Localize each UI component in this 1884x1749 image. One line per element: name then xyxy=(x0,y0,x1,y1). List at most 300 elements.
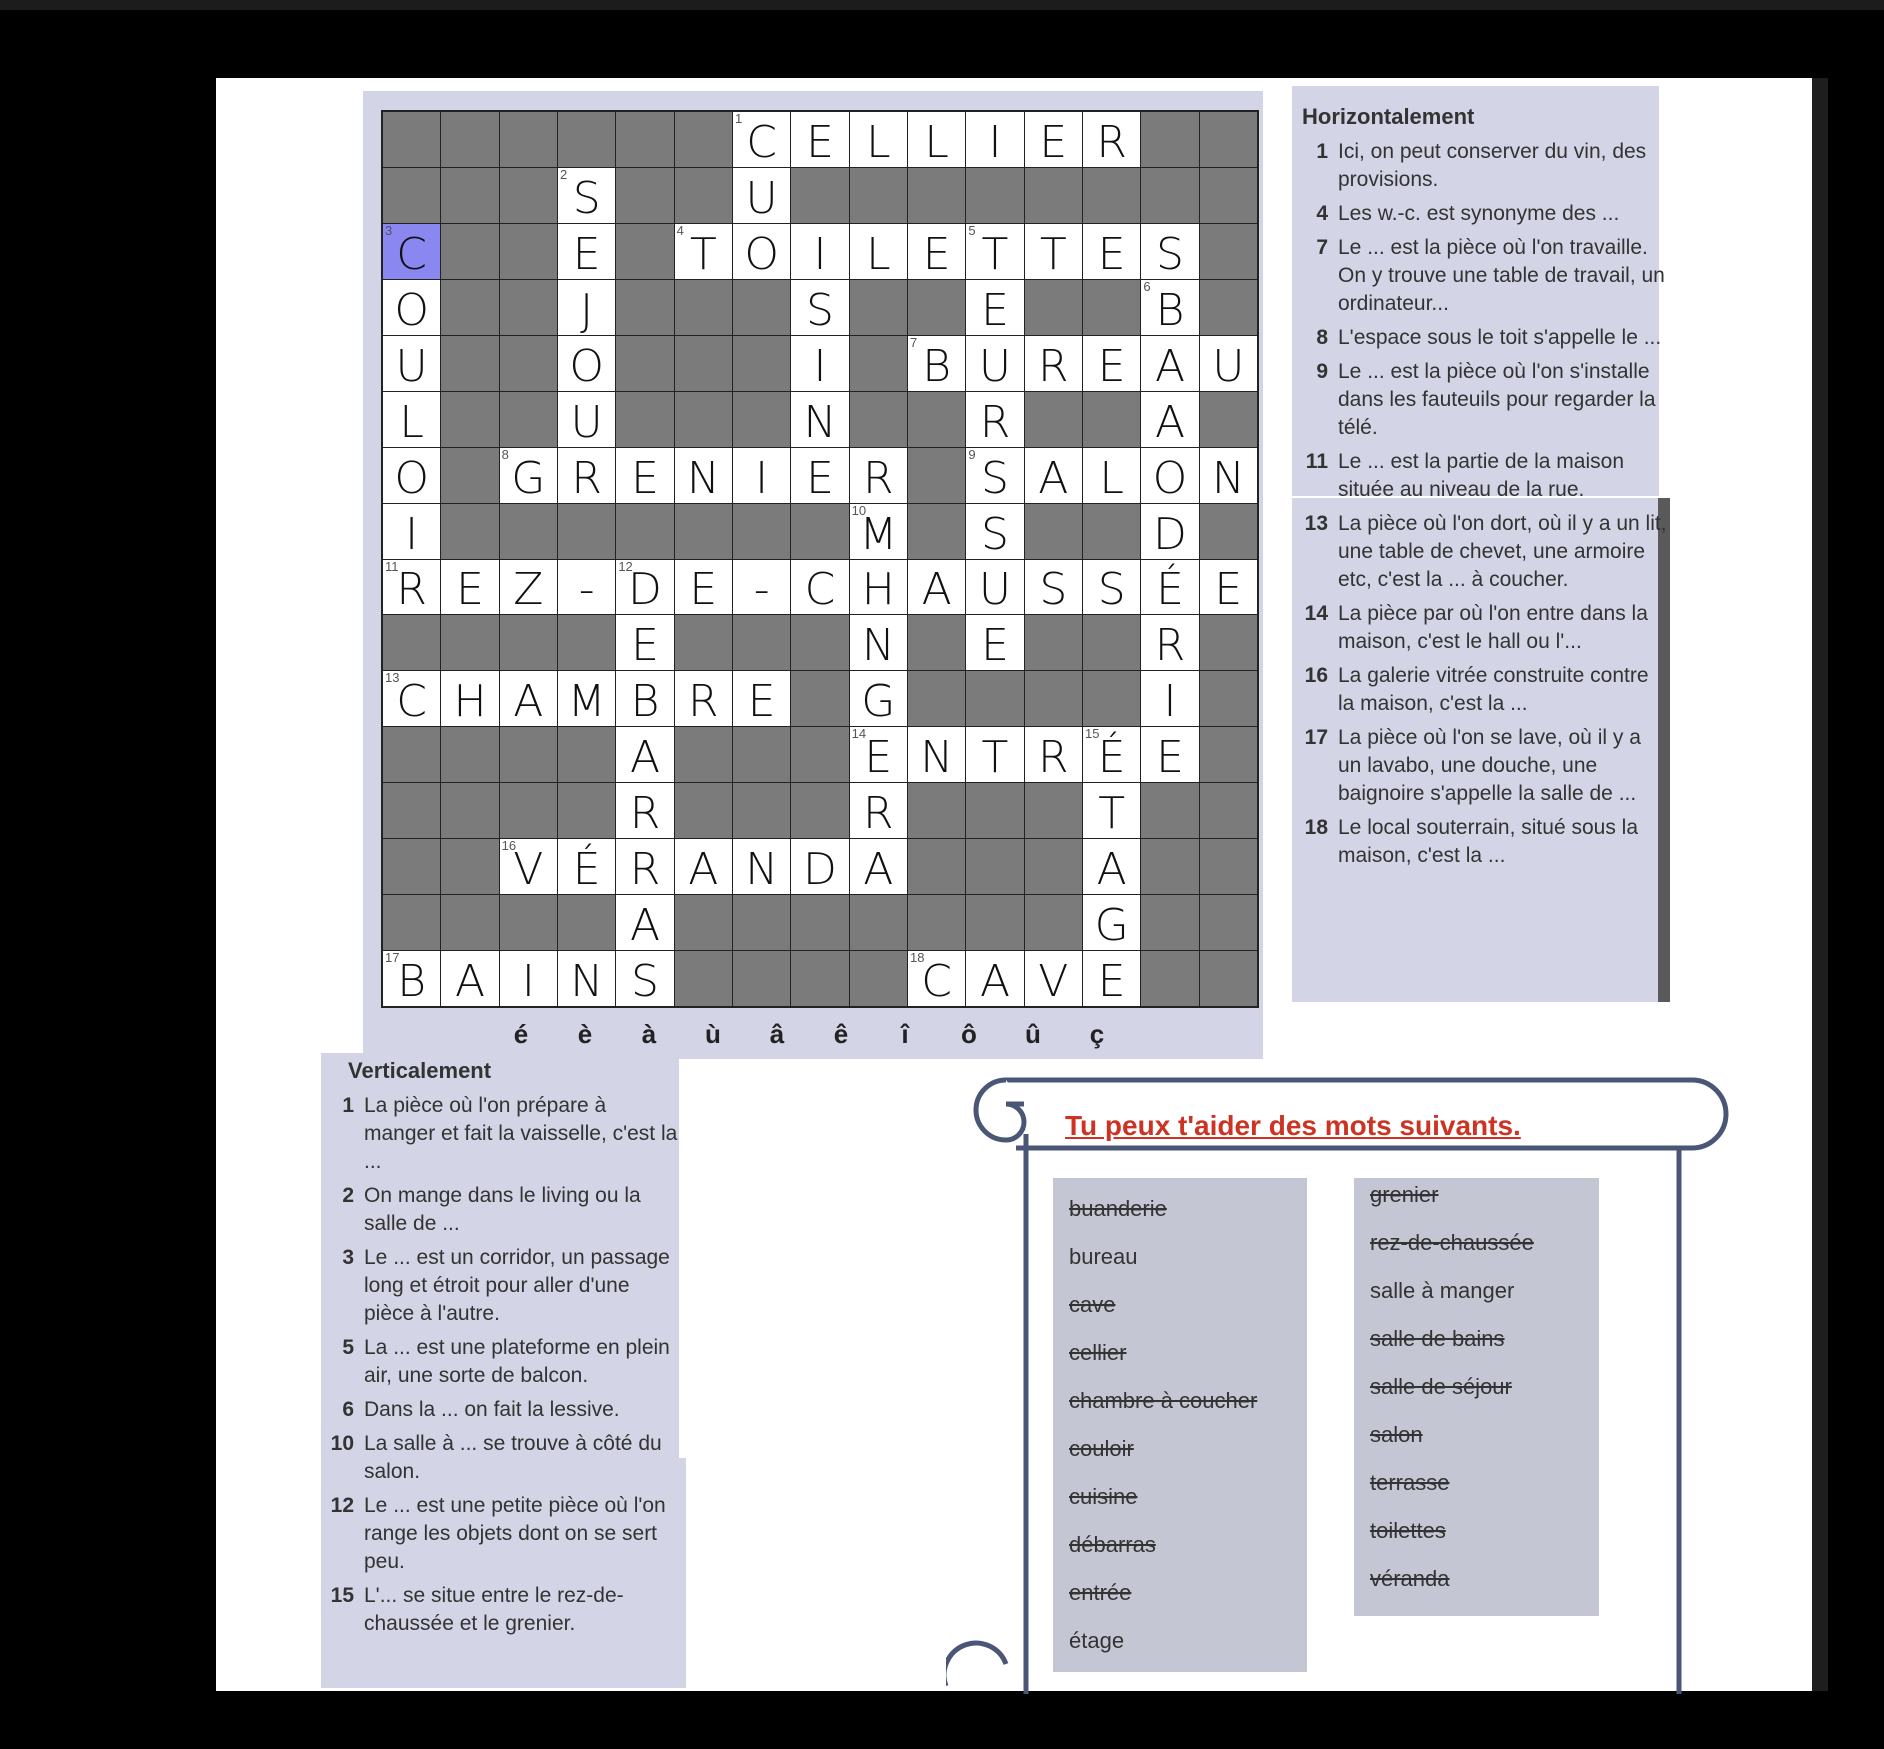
grid-cell[interactable] xyxy=(850,783,907,838)
grid-cell[interactable] xyxy=(850,560,907,615)
grid-cell xyxy=(441,727,498,782)
grid-cell[interactable] xyxy=(675,560,732,615)
grid-cell[interactable] xyxy=(383,951,440,1006)
grid-cell[interactable] xyxy=(616,951,673,1006)
cell-letter: L xyxy=(866,228,891,280)
grid-cell[interactable] xyxy=(616,783,673,838)
grid-cell[interactable] xyxy=(908,336,965,391)
clue-item-text: L'espace sous le toit s'appelle le ... xyxy=(1338,326,1662,349)
grid-cell[interactable] xyxy=(1083,336,1140,391)
cell-letter: E xyxy=(572,228,601,280)
grid-cell xyxy=(733,783,790,838)
helper-word: salle de bains xyxy=(1370,1326,1505,1351)
cell-letter: E xyxy=(456,564,484,616)
grid-cell[interactable] xyxy=(1083,951,1140,1006)
grid-cell[interactable] xyxy=(966,504,1023,559)
grid-cell[interactable] xyxy=(966,560,1023,615)
grid-cell[interactable] xyxy=(383,224,440,279)
clue-item[interactable] xyxy=(1302,448,1667,504)
grid-cell xyxy=(908,671,965,726)
clue-number: 16 xyxy=(501,838,517,854)
grid-cell xyxy=(1200,615,1257,670)
grid-cell[interactable] xyxy=(966,392,1023,447)
grid-cell[interactable] xyxy=(441,560,498,615)
grid-cell xyxy=(850,280,907,335)
cell-letter: R xyxy=(629,788,661,840)
accent-button[interactable]: à xyxy=(641,1018,657,1049)
clue-item[interactable] xyxy=(1302,724,1667,808)
clue-number: 15 xyxy=(1084,726,1100,742)
grid-cell xyxy=(850,336,907,391)
grid-cell[interactable] xyxy=(675,448,732,503)
grid-cell xyxy=(383,839,440,894)
grid-cell[interactable] xyxy=(908,560,965,615)
grid-cell[interactable] xyxy=(1141,224,1198,279)
clue-item-number: 1 xyxy=(342,1094,354,1117)
grid-cell[interactable] xyxy=(1025,448,1082,503)
accent-button[interactable]: é xyxy=(513,1018,529,1049)
clue-item[interactable] xyxy=(1302,358,1667,442)
grid-cell[interactable] xyxy=(500,560,557,615)
top-bar xyxy=(0,0,1884,10)
clue-item-text: La galerie vitrée construite contre la maison, c'est la ... xyxy=(1338,664,1649,715)
grid-cell[interactable] xyxy=(1141,336,1198,391)
cell-letter: C xyxy=(746,116,778,168)
grid-cell[interactable] xyxy=(850,112,907,167)
grid-cell[interactable] xyxy=(1141,615,1198,670)
grid-cell[interactable] xyxy=(850,727,907,782)
grid-cell[interactable] xyxy=(1083,895,1140,950)
clue-number: 3 xyxy=(385,222,393,238)
grid-cell xyxy=(558,895,615,950)
grid-cell[interactable] xyxy=(966,336,1023,391)
grid-cell[interactable] xyxy=(1025,560,1082,615)
grid-cell[interactable] xyxy=(850,224,907,279)
grid-cell[interactable] xyxy=(908,727,965,782)
clue-item[interactable] xyxy=(1302,138,1667,194)
grid-cell[interactable] xyxy=(558,671,615,726)
helper-word: cellier xyxy=(1069,1340,1127,1365)
grid-cell[interactable] xyxy=(500,839,557,894)
clue-item-number: 2 xyxy=(342,1184,354,1207)
grid-cell[interactable] xyxy=(966,727,1023,782)
cell-letter: D xyxy=(803,844,837,896)
clue-item[interactable] xyxy=(1302,324,1667,352)
grid-cell[interactable] xyxy=(616,615,673,670)
grid-cell xyxy=(1200,504,1257,559)
grid-cell[interactable] xyxy=(966,951,1023,1006)
clue-item-number: 10 xyxy=(330,1432,354,1455)
cell-letter: E xyxy=(1156,732,1184,784)
grid-cell xyxy=(558,727,615,782)
grid-cell[interactable] xyxy=(1141,671,1198,726)
accent-button[interactable]: â xyxy=(769,1018,785,1049)
cell-letter: R xyxy=(863,788,894,840)
grid-cell xyxy=(500,727,557,782)
grid-cell xyxy=(908,783,965,838)
cell-letter: C xyxy=(396,228,428,280)
grid-cell[interactable] xyxy=(558,392,615,447)
grid-cell[interactable] xyxy=(675,671,732,726)
grid-cell xyxy=(1200,727,1257,782)
helper-word: véranda xyxy=(1370,1566,1450,1591)
grid-cell[interactable] xyxy=(850,615,907,670)
grid-cell xyxy=(733,951,790,1006)
grid-cell xyxy=(675,112,732,167)
grid-cell[interactable] xyxy=(1025,112,1082,167)
grid-cell[interactable] xyxy=(850,504,907,559)
grid-cell xyxy=(1200,671,1257,726)
clue-item-text: La pièce où l'on se lave, où il y a un lavabo, une douche, une baignoire s'appelle la salle de ... xyxy=(1338,726,1641,805)
clue-item-text: On mange dans le living ou la salle de ... xyxy=(364,1184,641,1235)
grid-cell[interactable] xyxy=(791,280,848,335)
grid-cell[interactable] xyxy=(791,336,848,391)
clue-item[interactable] xyxy=(328,1092,678,1176)
grid-cell[interactable] xyxy=(1083,224,1140,279)
grid-cell[interactable] xyxy=(966,224,1023,279)
cell-letter: R xyxy=(1154,620,1186,672)
clue-item[interactable] xyxy=(1302,814,1667,870)
cell-letter: A xyxy=(513,676,544,728)
grid-cell xyxy=(1025,615,1082,670)
clue-number: 18 xyxy=(909,950,925,966)
cell-letter: R xyxy=(571,452,602,504)
grid-cell xyxy=(616,224,673,279)
cell-letter: N xyxy=(686,452,720,504)
grid-cell[interactable] xyxy=(1025,336,1082,391)
cell-letter: R xyxy=(396,564,427,616)
clue-item[interactable] xyxy=(328,1182,678,1238)
cell-letter: - xyxy=(578,564,595,616)
grid-cell[interactable] xyxy=(1083,727,1140,782)
accent-button[interactable]: ô xyxy=(961,1018,977,1049)
cell-letter: S xyxy=(981,452,1009,504)
grid-cell[interactable] xyxy=(675,839,732,894)
cell-letter: N xyxy=(920,732,954,784)
grid-cell[interactable] xyxy=(1083,112,1140,167)
clue-number: 1 xyxy=(734,111,743,126)
grid-cell xyxy=(791,504,848,559)
clue-number: 11 xyxy=(385,558,399,574)
clue-item-text: La salle à ... se trouve à côté du salon. xyxy=(364,1432,662,1483)
accent-button[interactable]: è xyxy=(577,1018,593,1049)
clue-item[interactable] xyxy=(1302,234,1667,318)
clue-item-number: 7 xyxy=(1316,236,1328,259)
grid-cell[interactable] xyxy=(850,839,907,894)
grid-cell[interactable] xyxy=(558,336,615,391)
grid-cell xyxy=(441,448,498,503)
clue-item-number: 16 xyxy=(1304,664,1328,687)
cell-letter: E xyxy=(747,676,776,728)
helper-word: buanderie xyxy=(1069,1196,1167,1221)
clue-item[interactable] xyxy=(328,1582,678,1638)
grid-cell xyxy=(1025,504,1082,559)
grid-cell[interactable] xyxy=(733,448,790,503)
grid-cell[interactable] xyxy=(558,839,615,894)
accent-button[interactable]: û xyxy=(1025,1018,1041,1049)
accent-button[interactable]: ç xyxy=(1089,1018,1105,1049)
grid-cell[interactable] xyxy=(383,504,440,559)
grid-cell[interactable] xyxy=(383,392,440,447)
grid-cell[interactable] xyxy=(675,224,732,279)
vertical-title: Verticalement xyxy=(348,1058,492,1083)
grid-cell xyxy=(1083,504,1140,559)
grid-cell[interactable] xyxy=(733,224,790,279)
helper-word: toilettes xyxy=(1370,1518,1446,1543)
accent-button[interactable]: ù xyxy=(705,1018,721,1049)
grid-cell[interactable] xyxy=(1141,504,1198,559)
cell-letter: A xyxy=(629,900,661,952)
clue-item[interactable] xyxy=(1302,662,1667,718)
grid-cell[interactable] xyxy=(733,168,790,223)
grid-cell xyxy=(1141,839,1198,894)
cell-letter: V xyxy=(513,844,544,896)
grid-cell[interactable] xyxy=(908,951,965,1006)
grid-cell[interactable] xyxy=(441,671,498,726)
grid-cell[interactable] xyxy=(500,448,557,503)
grid-cell xyxy=(1200,895,1257,950)
cell-letter: B xyxy=(1155,284,1185,336)
cell-letter: S xyxy=(631,956,659,1008)
grid-cell[interactable] xyxy=(558,560,615,615)
grid-cell[interactable] xyxy=(733,112,790,167)
grid-cell[interactable] xyxy=(966,280,1023,335)
grid-cell[interactable] xyxy=(616,727,673,782)
grid-cell xyxy=(850,168,907,223)
grid-cell[interactable] xyxy=(616,671,673,726)
grid-cell[interactable] xyxy=(383,560,440,615)
cell-letter: R xyxy=(1038,340,1069,392)
clue-item[interactable] xyxy=(328,1334,678,1390)
grid-cell[interactable] xyxy=(733,839,790,894)
grid-cell[interactable] xyxy=(1025,727,1082,782)
grid-cell xyxy=(675,783,732,838)
grid-cell[interactable] xyxy=(383,280,440,335)
grid-cell xyxy=(616,112,673,167)
grid-cell[interactable] xyxy=(1141,392,1198,447)
grid-cell xyxy=(383,727,440,782)
clue-item[interactable] xyxy=(1302,200,1667,228)
grid-cell xyxy=(791,727,848,782)
cell-letter: O xyxy=(394,452,429,504)
grid-cell[interactable] xyxy=(558,168,615,223)
grid-cell[interactable] xyxy=(558,224,615,279)
grid-cell[interactable] xyxy=(558,280,615,335)
grid-cell xyxy=(675,615,732,670)
cell-letter: L xyxy=(1099,452,1124,504)
grid-cell[interactable] xyxy=(616,839,673,894)
grid-cell[interactable] xyxy=(1083,839,1140,894)
grid-cell[interactable] xyxy=(908,112,965,167)
clue-item-number: 15 xyxy=(330,1584,354,1607)
cell-letter: A xyxy=(1038,452,1069,504)
clue-number: 13 xyxy=(385,670,400,686)
grid-cell xyxy=(1025,783,1082,838)
grid-cell xyxy=(733,392,790,447)
grid-cell xyxy=(500,280,557,335)
grid-cell xyxy=(791,895,848,950)
grid-cell[interactable] xyxy=(616,448,673,503)
clue-item[interactable] xyxy=(1302,600,1667,656)
grid-cell xyxy=(500,615,557,670)
cell-letter: S xyxy=(806,284,834,336)
grid-cell[interactable] xyxy=(791,392,848,447)
cell-letter: E xyxy=(1097,956,1126,1008)
grid-cell xyxy=(1083,168,1140,223)
helper-word: entrée xyxy=(1069,1580,1132,1605)
grid-cell xyxy=(1200,951,1257,1006)
clue-item-text: Le ... est une petite pièce où l'on range les objets dont on se sert peu. xyxy=(364,1494,666,1573)
clue-item-text: Dans la ... on fait la lessive. xyxy=(364,1398,620,1421)
grid-cell[interactable] xyxy=(908,224,965,279)
cell-letter: V xyxy=(1038,956,1069,1008)
grid-cell[interactable] xyxy=(733,560,790,615)
grid-cell xyxy=(441,336,498,391)
grid-cell[interactable] xyxy=(1141,448,1198,503)
grid-cell[interactable] xyxy=(558,951,615,1006)
grid-cell[interactable] xyxy=(558,448,615,503)
grid-cell[interactable] xyxy=(966,615,1023,670)
grid-cell[interactable] xyxy=(1083,783,1140,838)
clue-item-number: 3 xyxy=(342,1246,354,1269)
grid-cell[interactable] xyxy=(966,112,1023,167)
grid-cell xyxy=(908,615,965,670)
grid-cell xyxy=(383,895,440,950)
helper-word: cuisine xyxy=(1069,1484,1138,1509)
clue-item[interactable] xyxy=(1302,510,1667,594)
grid-cell xyxy=(675,392,732,447)
grid-cell[interactable] xyxy=(733,671,790,726)
cell-letter: N xyxy=(861,620,895,672)
clue-number: 8 xyxy=(501,446,509,462)
grid-cell xyxy=(441,839,498,894)
cell-letter: A xyxy=(1154,340,1186,392)
grid-cell xyxy=(791,951,848,1006)
clue-item-text: Les w.-c. est synonyme des ... xyxy=(1338,202,1620,225)
clue-item-text: Le ... est un corridor, un passage long et étroit pour aller d'une pièce à l'autre. xyxy=(364,1246,670,1325)
vertical-clues xyxy=(328,1058,678,1644)
accent-button[interactable]: ê xyxy=(833,1018,849,1049)
clue-item[interactable] xyxy=(328,1396,678,1424)
grid-cell[interactable] xyxy=(1141,727,1198,782)
cell-letter: E xyxy=(689,564,718,616)
clue-item-text: La pièce où l'on dort, où il y a un lit, une table de chevet, une armoire etc, c'est la ... à coucher. xyxy=(1338,512,1667,591)
grid-cell[interactable] xyxy=(500,671,557,726)
grid-cell xyxy=(383,112,440,167)
cell-letter: U xyxy=(570,396,603,448)
grid-cell[interactable] xyxy=(383,336,440,391)
clue-item-number: 1 xyxy=(1316,140,1328,163)
clue-number: 10 xyxy=(851,502,867,518)
grid-cell xyxy=(441,615,498,670)
grid-cell[interactable] xyxy=(850,671,907,726)
cell-letter: N xyxy=(570,956,604,1008)
grid-cell xyxy=(1200,783,1257,838)
cell-letter: R xyxy=(1096,116,1127,168)
grid-cell[interactable] xyxy=(1025,951,1082,1006)
cell-letter: E xyxy=(981,284,1009,336)
grid-cell xyxy=(441,392,498,447)
clue-item-number: 4 xyxy=(1316,202,1328,225)
grid-cell xyxy=(1141,951,1198,1006)
grid-cell xyxy=(675,895,732,950)
cell-letter: O xyxy=(1152,452,1188,504)
clue-number: 4 xyxy=(676,222,684,238)
grid-cell xyxy=(383,615,440,670)
cell-letter: R xyxy=(979,396,1011,448)
grid-cell xyxy=(1200,280,1257,335)
helper-word: débarras xyxy=(1069,1532,1156,1557)
cell-letter: O xyxy=(744,228,779,280)
grid-cell[interactable] xyxy=(850,448,907,503)
horizontal-clue-list xyxy=(1302,138,1667,870)
grid-cell[interactable] xyxy=(383,671,440,726)
grid-cell xyxy=(500,392,557,447)
grid-cell[interactable] xyxy=(1025,224,1082,279)
grid-cell xyxy=(1200,839,1257,894)
grid-cell xyxy=(500,112,557,167)
grid-cell xyxy=(733,280,790,335)
grid-cell[interactable] xyxy=(441,951,498,1006)
grid-cell[interactable] xyxy=(791,112,848,167)
clue-item[interactable] xyxy=(328,1244,678,1328)
helper-word: chambre à coucher xyxy=(1069,1388,1258,1413)
crossword-grid xyxy=(381,110,1259,1008)
grid-cell[interactable] xyxy=(1083,448,1140,503)
grid-cell[interactable] xyxy=(791,448,848,503)
grid-cell[interactable] xyxy=(383,448,440,503)
grid-cell xyxy=(675,168,732,223)
grid-cell[interactable] xyxy=(1141,560,1198,615)
grid-cell xyxy=(500,783,557,838)
clue-item-text: La ... est une plateforme en plein air, une sorte de balcon. xyxy=(364,1336,670,1387)
cell-letter: S xyxy=(981,508,1009,560)
cell-letter: Z xyxy=(513,564,544,616)
clue-item[interactable] xyxy=(328,1430,678,1486)
accent-button[interactable]: î xyxy=(901,1018,909,1049)
grid-cell xyxy=(966,671,1023,726)
cell-letter: R xyxy=(863,452,894,504)
clue-item-text: Ici, on peut conserver du vin, des provisions. xyxy=(1338,140,1647,191)
grid-cell[interactable] xyxy=(791,839,848,894)
grid-cell xyxy=(1025,671,1082,726)
cell-letter: U xyxy=(978,340,1012,392)
grid-cell xyxy=(791,783,848,838)
cell-letter: E xyxy=(1039,116,1068,168)
cell-letter: A xyxy=(688,844,719,896)
clue-item[interactable] xyxy=(328,1492,678,1576)
grid-cell[interactable] xyxy=(1141,280,1198,335)
grid-cell[interactable] xyxy=(791,224,848,279)
grid-cell[interactable] xyxy=(1083,560,1140,615)
page-edge xyxy=(1812,78,1828,1691)
grid-cell[interactable] xyxy=(1200,448,1257,503)
grid-cell[interactable] xyxy=(616,895,673,950)
cell-letter: B xyxy=(630,676,660,728)
grid-cell xyxy=(966,895,1023,950)
cell-letter: I xyxy=(988,116,1002,168)
grid-cell[interactable] xyxy=(966,448,1023,503)
grid-cell[interactable] xyxy=(791,560,848,615)
grid-cell xyxy=(383,783,440,838)
grid-cell xyxy=(441,783,498,838)
grid-cell[interactable] xyxy=(616,560,673,615)
grid-cell[interactable] xyxy=(500,951,557,1006)
cell-letter: R xyxy=(629,844,661,896)
grid-cell[interactable] xyxy=(1200,560,1257,615)
grid-cell[interactable] xyxy=(1200,336,1257,391)
cell-letter: I xyxy=(405,508,419,560)
